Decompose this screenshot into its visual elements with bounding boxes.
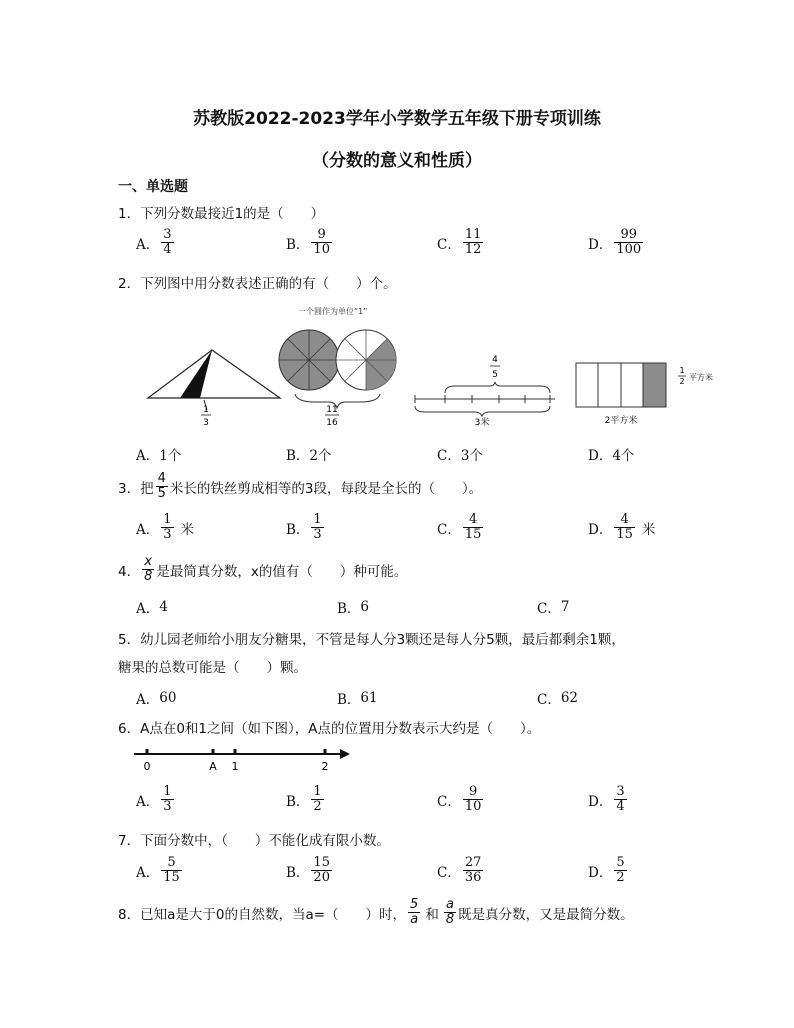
q6-option-d[interactable]: D． $\frac{3}{4}$ <box>588 784 625 814</box>
tick-1: 1 <box>231 760 239 773</box>
number-line <box>130 742 360 774</box>
q1-option-d[interactable]: D． $\frac{99}{100}$ <box>588 227 642 257</box>
seg-numerator: 4 <box>492 355 498 365</box>
q2-option-a[interactable]: A． 1个 <box>136 448 182 464</box>
q6-option-c[interactable]: C． $\frac{9}{10}$ <box>437 784 482 814</box>
question-8: 8．已知a是大于0的自然数，当a=（ ）时， $\frac{5}{a}$ 和 $\frac{a}{8}$ 既是真分数，又是最简分数。 <box>118 897 634 927</box>
circles-figure <box>279 306 396 428</box>
q7-option-d[interactable]: D． $\frac{5}{2}$ <box>588 855 625 885</box>
q1-option-a[interactable]: A． $\frac{3}{4}$ <box>136 227 172 257</box>
q5-option-c[interactable]: C． 62 <box>537 690 579 708</box>
tick-a: A <box>209 760 217 773</box>
question-1: 1．下列分数最接近1的是（ ） <box>118 206 325 222</box>
q7-option-c[interactable]: C． $\frac{27}{36}$ <box>437 855 482 885</box>
q4-option-c[interactable]: C． 7 <box>537 599 570 617</box>
q7-option-b[interactable]: B． $\frac{15}{20}$ <box>286 855 330 885</box>
question-6: 6．A点在0和1之间（如下图），A点的位置用分数表示大约是（ ）。 <box>118 721 541 737</box>
question-7: 7．下面分数中，（ ）不能化成有限小数。 <box>118 833 390 849</box>
question-3: 3．把 $\frac{4}{5}$ 米长的铁丝剪成相等的3段，每段是全长的（ ）。 <box>118 471 483 501</box>
section-heading: 一、单选题 <box>118 179 188 195</box>
seg-unit: 3米 <box>474 418 490 428</box>
q2-figures <box>140 300 740 435</box>
q4-option-b[interactable]: B． 6 <box>337 599 370 617</box>
q2-option-c[interactable]: C． 3个 <box>437 448 483 464</box>
seg-denominator: 5 <box>492 370 498 380</box>
tick-0: 0 <box>143 760 151 773</box>
q1-option-c[interactable]: C． $\frac{11}{12}$ <box>437 227 482 257</box>
q3-option-b[interactable]: B． $\frac{1}{3}$ <box>286 512 322 542</box>
page-subtitle: （分数的意义和性质） <box>312 151 482 171</box>
rect-unit: 2平方米 <box>604 416 638 426</box>
q5-option-a[interactable]: A． 60 <box>136 690 177 708</box>
page-title: 苏教版2022-2023学年小学数学五年级下册专项训练 <box>193 109 601 129</box>
q2-option-b[interactable]: B． 2个 <box>286 448 332 464</box>
segment-figure <box>415 355 555 428</box>
q2-option-d[interactable]: D． 4个 <box>588 448 635 464</box>
circle-denominator: 16 <box>326 418 338 428</box>
circle-caption: 一个圆作为单位“1” <box>298 307 368 316</box>
q3-option-a[interactable]: A． $\frac{1}{3}$ 米 <box>136 512 195 542</box>
rect-side-unit: 平方米 <box>689 373 713 382</box>
q4-option-a[interactable]: A． 4 <box>136 599 168 617</box>
question-5-line2: 糖果的总数可能是（ ）颗。 <box>118 660 307 676</box>
circle-numerator: 11 <box>326 405 338 415</box>
question-5-line1: 5．幼儿园老师给小朋友分糖果，不管是每人分3颗还是每人分5颗，最后都剩余1颗， <box>118 632 625 648</box>
triangle-figure <box>148 350 280 428</box>
q3-option-d[interactable]: D． $\frac{4}{15}$ 米 <box>588 512 656 542</box>
tri-numerator: 1 <box>203 405 209 415</box>
rect-denominator: 2 <box>679 377 685 386</box>
question-2: 2．下列图中用分数表述正确的有（ ）个。 <box>118 276 397 292</box>
tick-2: 2 <box>321 760 329 773</box>
q6-option-a[interactable]: A． $\frac{1}{3}$ <box>136 784 172 814</box>
q1-option-b[interactable]: B． $\frac{9}{10}$ <box>286 227 330 257</box>
q7-option-a[interactable]: A． $\frac{5}{15}$ <box>136 855 180 885</box>
q3-option-c[interactable]: C． $\frac{4}{15}$ <box>437 512 482 542</box>
q5-option-b[interactable]: B． 61 <box>337 690 378 708</box>
q6-option-b[interactable]: B． $\frac{1}{2}$ <box>286 784 322 814</box>
rect-numerator: 1 <box>679 366 685 375</box>
question-4: 4． $\frac{x}{8}$ 是最简真分数，x的值有（ ）种可能。 <box>118 554 408 584</box>
tri-denominator: 3 <box>203 418 209 428</box>
rectangle-figure <box>576 363 713 426</box>
